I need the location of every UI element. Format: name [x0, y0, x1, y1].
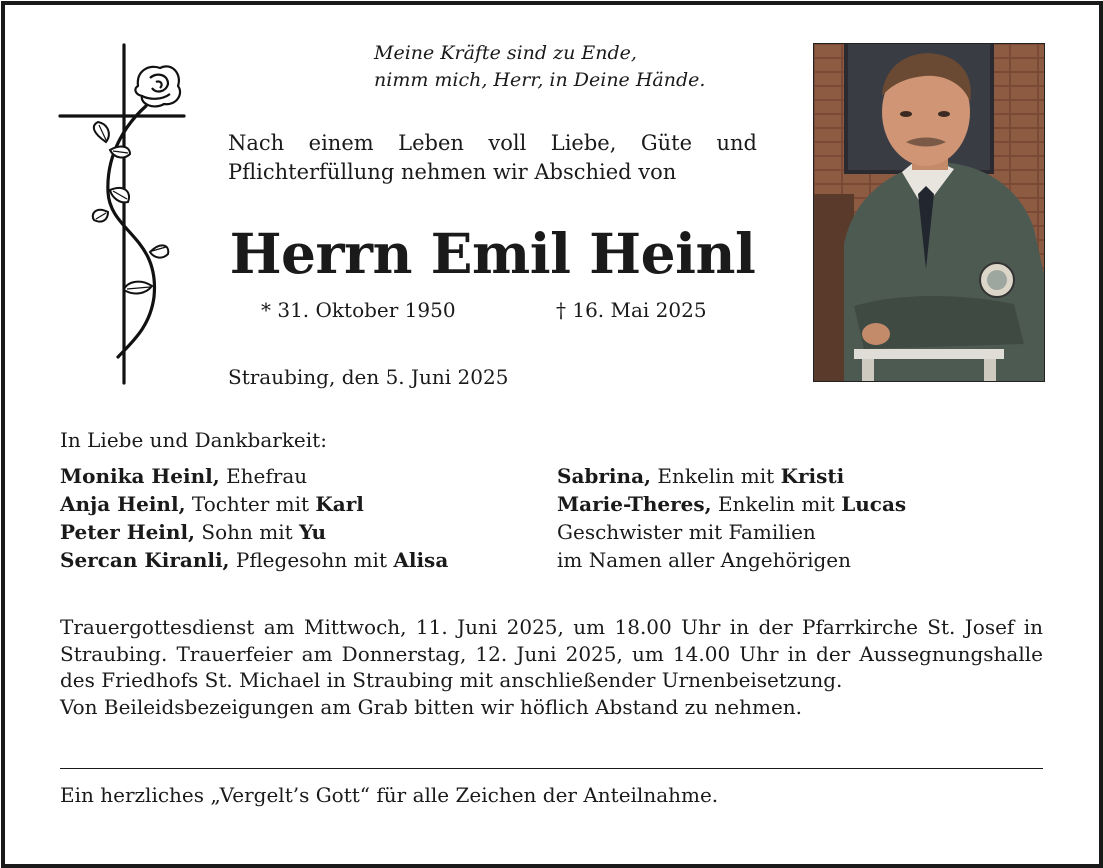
mourner-name: Peter Heinl, — [60, 520, 196, 544]
mourner-entry — [60, 462, 448, 490]
mourner-companion: Alisa — [393, 548, 449, 572]
mourner-entry — [557, 518, 906, 546]
mourner-entry — [557, 462, 906, 490]
mourner-entry — [557, 490, 906, 518]
thanks-heading: In Liebe und Dankbarkeit: — [60, 428, 327, 452]
closing-thanks: Ein herzliches „Vergelt’s Gott“ für alle Zeichen der Anteilnahme. — [60, 783, 719, 807]
mourner-relation: Pflegesohn mit — [229, 548, 394, 572]
mourners-right-column — [557, 462, 906, 574]
mourner-entry — [60, 546, 448, 574]
mourner-entry — [60, 490, 448, 518]
mourner-relation: Enkelin mit — [711, 492, 842, 516]
condolence-note: Von Beileidsbezeigungen am Grab bitten wir höflich Abstand zu nehmen. — [60, 694, 803, 719]
mourner-relation: Tochter mit — [185, 492, 316, 516]
mourner-relation: Geschwister mit Familien — [557, 520, 816, 544]
motto-line-1: Meine Kräfte sind zu Ende, — [374, 42, 637, 64]
mourner-name: Marie-Theres, — [557, 492, 712, 516]
mourner-companion: Kristi — [780, 464, 845, 488]
mourner-name: Sercan Kiranli, — [60, 548, 230, 572]
mourner-relation: Sohn mit — [195, 520, 299, 544]
mourner-companion: Lucas — [841, 492, 907, 516]
death-date: † 16. Mai 2025 — [556, 298, 707, 322]
mourner-name: Sabrina, — [557, 464, 651, 488]
cross-with-rose-icon — [50, 42, 200, 388]
service-text: Trauergottesdienst am Mittwoch, 11. Juni 2025, um 18.00 Uhr in der Pfarrkirche St. Josef in Straubing. Trauerfeier am Donnerstag, 12. Juni 2025, um 14.00 Uhr in der Aussegnungshalle des Friedhofs St. Michael in Straubing mit anschließender Urnenbeisetzung. — [60, 615, 1043, 692]
mourner-companion: Karl — [315, 492, 364, 516]
mourner-entry — [557, 546, 906, 574]
mourner-relation: im Namen aller Angehörigen — [557, 548, 852, 572]
mourner-relation: Ehefrau — [219, 464, 308, 488]
birth-date: * 31. Oktober 1950 — [261, 298, 456, 322]
deceased-name: Herrn Emil Heinl — [229, 221, 756, 286]
motto-verse — [374, 40, 774, 94]
place-and-date: Straubing, den 5. Juni 2025 — [228, 365, 509, 389]
mourners-left-column — [60, 462, 448, 574]
mourner-name: Anja Heinl, — [60, 492, 186, 516]
mourner-name: Monika Heinl, — [60, 464, 220, 488]
intro-text: Nach einem Leben voll Liebe, Güte und Pflichterfüllung nehmen wir Abschied von — [228, 131, 757, 184]
mourner-entry — [60, 518, 448, 546]
service-details — [60, 614, 1043, 720]
divider — [60, 768, 1043, 769]
mourner-companion: Yu — [299, 520, 327, 544]
motto-line-2: nimm mich, Herr, in Deine Hände. — [374, 69, 706, 91]
mourner-relation: Enkelin mit — [650, 464, 781, 488]
portrait-photo — [813, 43, 1045, 382]
